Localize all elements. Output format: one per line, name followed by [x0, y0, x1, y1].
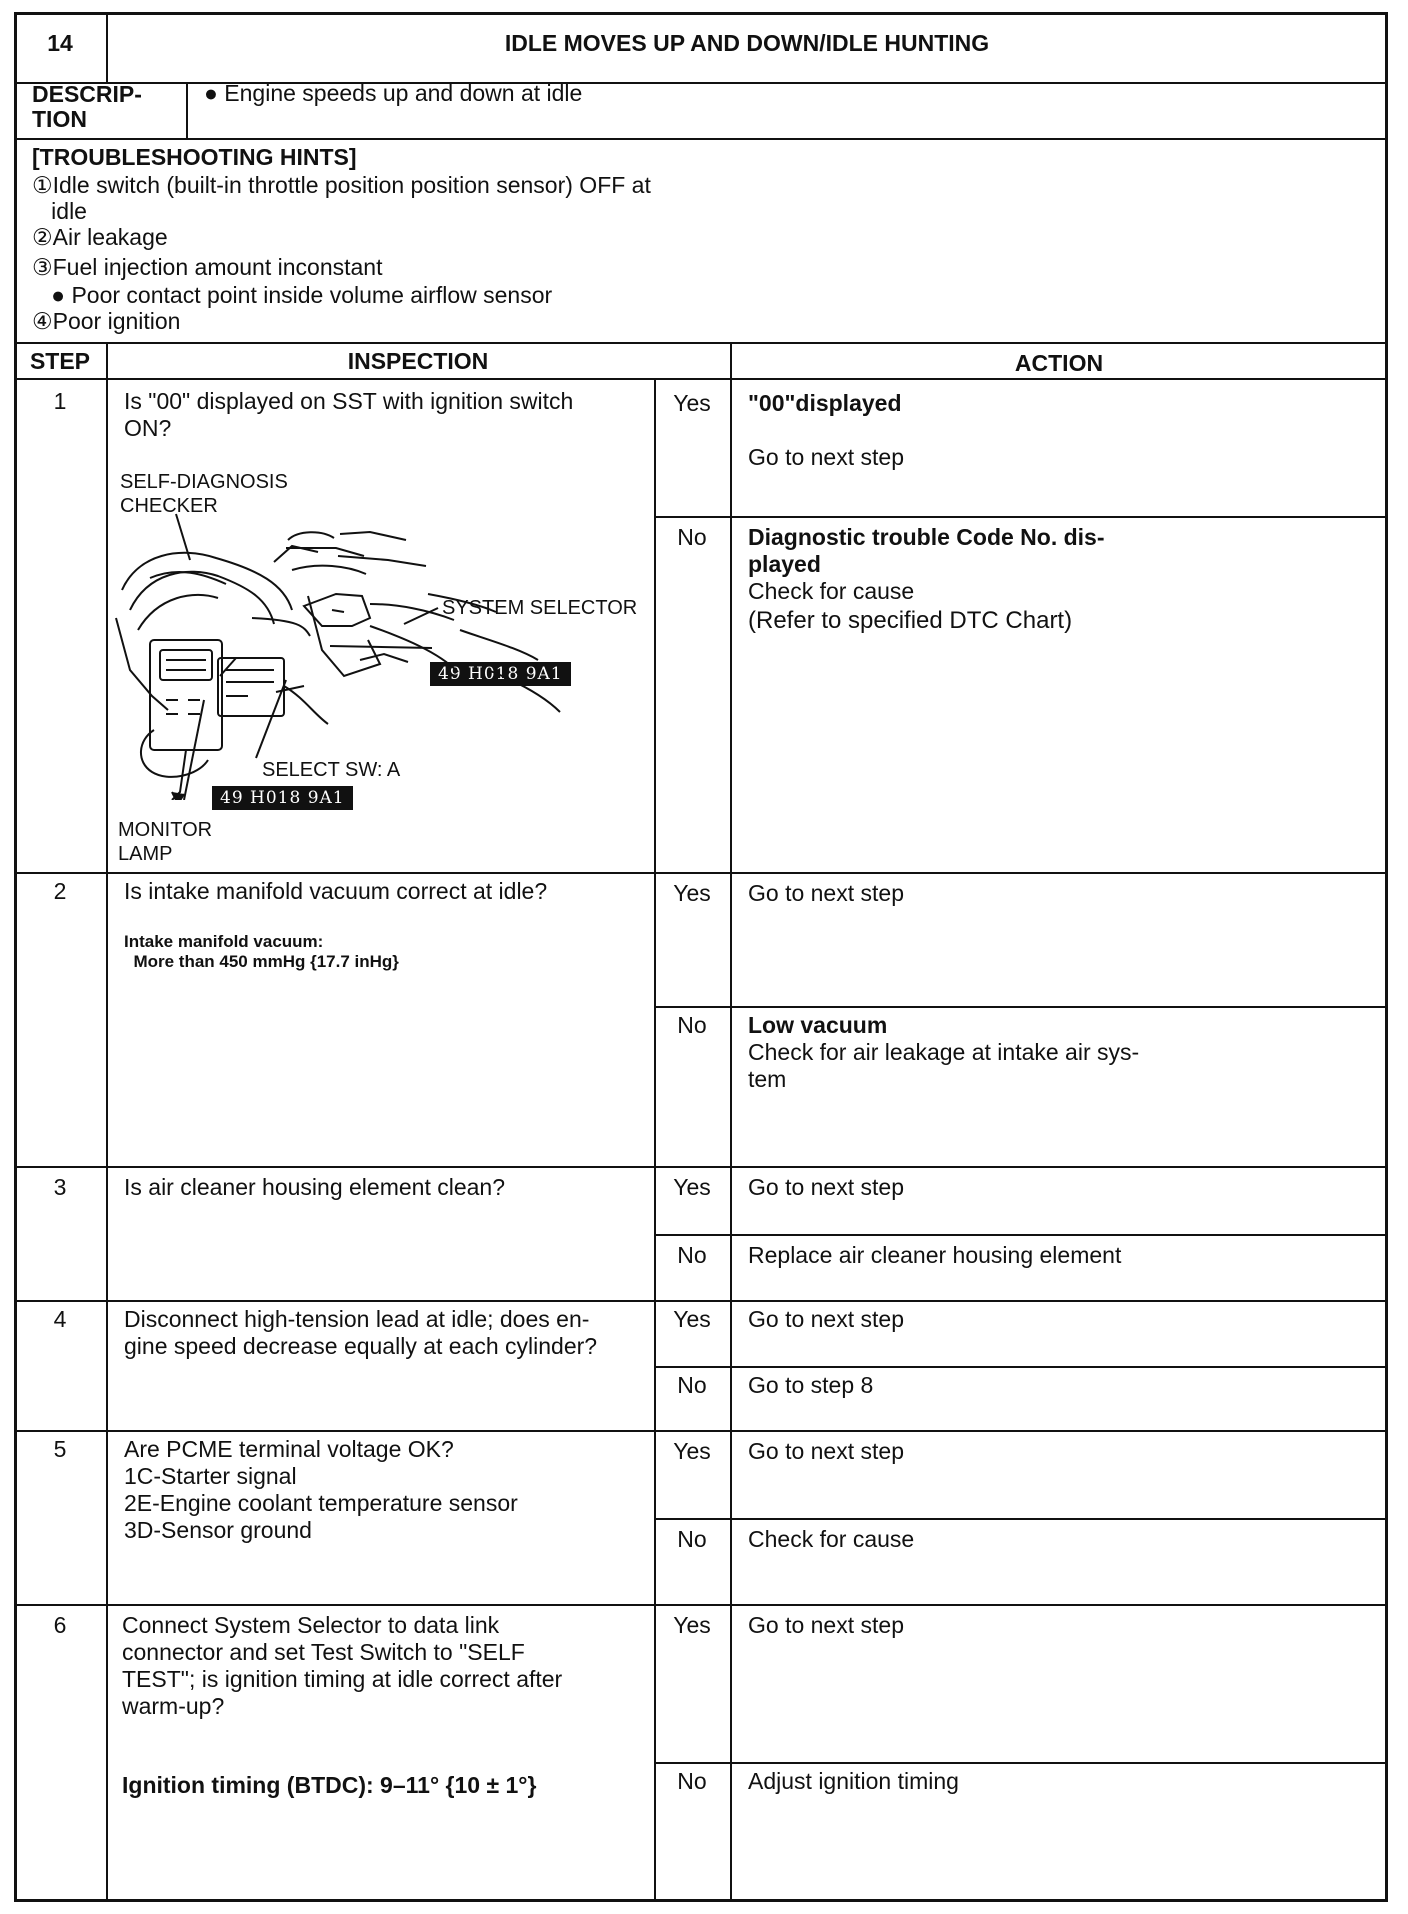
column-header-inspection: INSPECTION — [347, 348, 489, 374]
rule — [654, 1762, 1388, 1764]
yes-label: Yes — [673, 1306, 711, 1332]
no-label: No — [677, 1012, 707, 1038]
step-inspection: Are PCME terminal voltage OK? 1C-Starter signal 2E-Engine coolant temperature sensor 3D-Sensor ground — [124, 1436, 518, 1543]
rule — [654, 378, 656, 1902]
figure-label-system-selector: SYSTEM SELECTOR — [442, 597, 638, 619]
rule — [14, 378, 1388, 380]
rule — [14, 1166, 1388, 1168]
step-inspection: Connect System Selector to data link connector and set Test Switch to "SELF TEST"; is ignition timing at idle correct after warm-up? — [122, 1612, 563, 1719]
yes-action: Go to next step — [748, 880, 904, 906]
yes-label: Yes — [673, 880, 711, 906]
step-number: 2 — [53, 878, 67, 904]
rule — [654, 516, 1388, 518]
figure-label-select-switch: SELECT SW: A — [262, 759, 401, 781]
step-number: 5 — [53, 1436, 67, 1462]
rule — [14, 342, 1388, 344]
step-inspection: Is intake manifold vacuum correct at idle? — [124, 878, 548, 904]
rule — [14, 1604, 1388, 1606]
yes-label: Yes — [673, 1612, 711, 1638]
figure-tag-part-number: 49 H018 9A1 — [430, 662, 571, 686]
figure-tag-part-number: 49 H018 9A1 — [212, 786, 353, 810]
no-action: Check for cause — [748, 578, 915, 604]
no-label: No — [677, 1526, 707, 1552]
no-label: No — [677, 1242, 707, 1268]
step-number: 3 — [53, 1174, 67, 1200]
rule — [654, 1234, 1388, 1236]
yes-action: Go to next step — [748, 1612, 904, 1638]
yes-label: Yes — [673, 1174, 711, 1200]
column-header-step: STEP — [29, 348, 91, 374]
hint-item: ②Air leakage — [32, 224, 168, 250]
rule — [654, 1006, 1388, 1008]
step-number: 4 — [53, 1306, 67, 1332]
yes-result-title: "00"displayed — [748, 390, 902, 416]
rule — [14, 1430, 1388, 1432]
hint-item: ③Fuel injection amount inconstant — [32, 254, 383, 280]
column-header-action: ACTION — [1014, 350, 1104, 376]
no-label: No — [677, 524, 707, 550]
step-number: 1 — [53, 388, 67, 414]
no-label: No — [677, 1768, 707, 1794]
hint-item: ● Poor contact point inside volume airflow sensor — [32, 282, 553, 308]
yes-label: Yes — [673, 1438, 711, 1464]
yes-action: Go to next step — [748, 444, 904, 470]
no-action: Adjust ignition timing — [748, 1768, 959, 1794]
description-label: DESCRIP- TION — [32, 81, 142, 132]
step-number: 6 — [53, 1612, 67, 1638]
rule — [14, 138, 1388, 140]
hint-item: idle — [32, 198, 87, 224]
no-label: No — [677, 1372, 707, 1398]
rule — [730, 342, 732, 1902]
rule — [654, 1518, 1388, 1520]
rule — [14, 872, 1388, 874]
hint-item: ①Idle switch (built-in throttle position position sensor) OFF at — [32, 172, 651, 198]
hints-title: [TROUBLESHOOTING HINTS] — [32, 144, 357, 170]
step-inspection: Disconnect high-tension lead at idle; does en- gine speed decrease equally at each cylinder? — [124, 1306, 598, 1359]
rule — [654, 1366, 1388, 1368]
yes-action: Go to next step — [748, 1174, 904, 1200]
step-inspection: Is "00" displayed on SST with ignition switch ON? — [124, 388, 574, 441]
chart-number: 14 — [47, 30, 73, 56]
description-text: ● Engine speeds up and down at idle — [204, 80, 583, 106]
no-action: Replace air cleaner housing element — [748, 1242, 1122, 1268]
yes-label: Yes — [673, 390, 711, 416]
figure-label-monitor-lamp: MONITOR LAMP — [118, 819, 213, 865]
rule — [14, 1300, 1388, 1302]
no-action: Check for cause — [748, 1526, 915, 1552]
figure-label-checker: SELF-DIAGNOSIS CHECKER — [120, 471, 288, 517]
engine-bay-illustration — [108, 500, 654, 800]
no-note: (Refer to specified DTC Chart) — [748, 607, 1073, 634]
yes-action: Go to next step — [748, 1438, 904, 1464]
rule — [186, 82, 188, 138]
step-spec: Ignition timing (BTDC): 9–11° {10 ± 1°} — [122, 1772, 537, 1798]
no-result-title: Low vacuum — [748, 1012, 888, 1038]
step-spec: Intake manifold vacuum: More than 450 mmHg {17.7 inHg} — [124, 932, 399, 971]
no-result-title: Diagnostic trouble Code No. dis- played — [748, 524, 1105, 577]
page-title: IDLE MOVES UP AND DOWN/IDLE HUNTING — [504, 30, 990, 56]
hint-item: ④Poor ignition — [32, 308, 181, 334]
no-action: Check for air leakage at intake air sys- tem — [748, 1039, 1140, 1092]
no-action: Go to step 8 — [748, 1372, 874, 1398]
step-inspection: Is air cleaner housing element clean? — [124, 1174, 506, 1200]
yes-action: Go to next step — [748, 1306, 904, 1332]
